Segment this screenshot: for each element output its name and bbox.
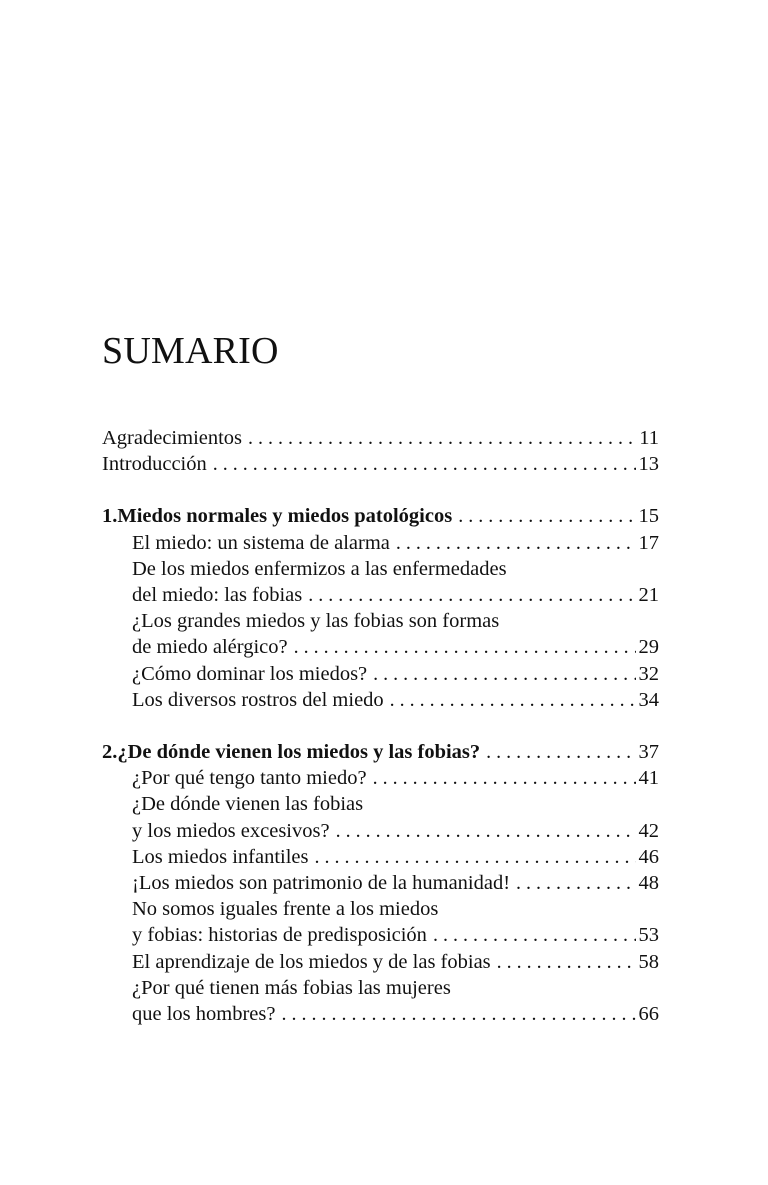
toc-entry-title: del miedo: las fobias (132, 584, 303, 607)
toc-page-number: 53 (638, 924, 659, 947)
toc-entry-title: ¡Los miedos son patrimonio de la humanidad! (132, 872, 511, 895)
toc-entry (102, 818, 659, 844)
toc-page-number: 46 (638, 845, 659, 868)
page-title: SUMARIO (102, 330, 279, 372)
chapter-title: Miedos normales y miedos patológicos (117, 505, 453, 528)
chapter-heading-1 (102, 503, 659, 529)
toc-entry (102, 949, 659, 975)
dot-leader (336, 818, 636, 844)
toc-page-number: 13 (638, 453, 659, 476)
dot-leader (213, 451, 636, 477)
toc-entry-title: ¿Por qué tengo tanto miedo? (132, 767, 367, 790)
dot-leader (390, 687, 636, 713)
toc-entry-title: y fobias: historias de predisposición (132, 924, 427, 947)
toc-page-number: 48 (638, 872, 659, 895)
toc-page-number: 42 (638, 819, 659, 842)
toc-page-number: 15 (638, 505, 659, 528)
toc-entry-title: ¿Cómo dominar los miedos? (132, 662, 368, 685)
dot-leader (497, 949, 636, 975)
toc-entry-line: ¿Por qué tienen más fobias las mujeres (132, 976, 451, 999)
dot-leader (486, 739, 635, 765)
toc-entry (102, 1001, 659, 1027)
toc-entry (102, 582, 659, 608)
toc-entry-line: De los miedos enfermizos a las enfermedades (132, 557, 507, 580)
toc-page-number: 66 (638, 1003, 659, 1026)
toc-entry (102, 687, 659, 713)
dot-leader (315, 844, 636, 870)
toc-entry (102, 922, 659, 948)
dot-leader (294, 634, 636, 660)
toc-page-number: 17 (638, 531, 659, 554)
toc-entry-title: de miedo alérgico? (132, 636, 288, 659)
toc-page-number: 32 (638, 662, 659, 685)
toc-entry (102, 530, 659, 556)
toc-entry-title: El aprendizaje de los miedos y de las fobias (132, 950, 491, 973)
chapter-title: ¿De dónde vienen los miedos y las fobias? (117, 741, 481, 764)
toc-entry-title: y los miedos excesivos? (132, 819, 330, 842)
toc-entry-title: El miedo: un sistema de alarma (132, 531, 390, 554)
dot-leader (458, 503, 635, 529)
toc-page-number: 21 (638, 584, 659, 607)
toc-entry-title: Agradecimientos (102, 427, 243, 449)
dot-leader (516, 870, 635, 896)
toc-page-number: 58 (638, 950, 659, 973)
toc-entry-title: que los hombres? (132, 1003, 276, 1026)
toc-entry-title: Los diversos rostros del miedo (132, 688, 384, 711)
toc-page-number: 34 (638, 688, 659, 711)
toc-entry-title: Los miedos infantiles (132, 845, 309, 868)
table-of-contents (102, 425, 659, 1027)
toc-entry-agradecimientos (102, 425, 659, 451)
dot-leader (433, 922, 636, 948)
toc-entry (102, 634, 659, 660)
toc-entry-line: No somos iguales frente a los miedos (132, 898, 439, 921)
dot-leader (373, 765, 636, 791)
dot-leader (281, 1001, 635, 1027)
dot-leader (248, 425, 636, 451)
toc-entry-line: ¿De dónde vienen las fobias (132, 793, 364, 816)
dot-leader (396, 530, 636, 556)
toc-page-number: 29 (638, 636, 659, 659)
toc-entry (102, 870, 659, 896)
chapter-heading-2 (102, 739, 659, 765)
toc-page-number: 11 (639, 427, 659, 449)
dot-leader (373, 661, 635, 687)
chapter-number: 2. (102, 741, 118, 764)
dot-leader (308, 582, 635, 608)
toc-entry (102, 844, 659, 870)
toc-entry (102, 661, 659, 687)
chapter-number: 1. (102, 505, 118, 528)
toc-entry-line: ¿Los grandes miedos y las fobias son formas (132, 610, 500, 633)
toc-entry (102, 765, 659, 791)
toc-page-number: 41 (638, 767, 659, 790)
toc-page-number: 37 (638, 741, 659, 764)
toc-entry-title: Introducción (102, 453, 207, 476)
toc-entry-introduccion (102, 451, 659, 477)
